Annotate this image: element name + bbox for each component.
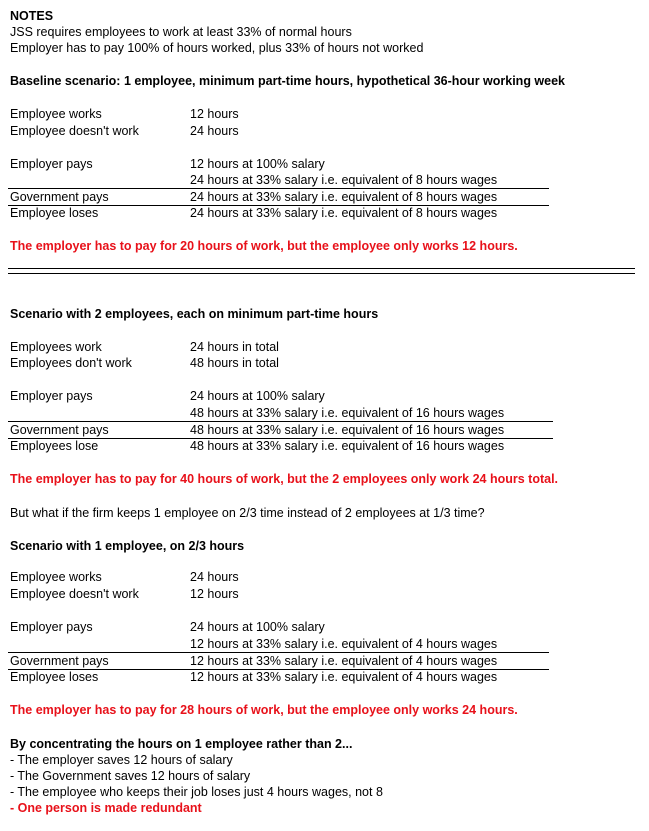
s2-loses-value: 48 hours at 33% salary i.e. equivalent of 16 hours wages bbox=[190, 439, 505, 453]
s3-works-label: Employee works bbox=[10, 570, 102, 584]
s3-conclusion: The employer has to pay for 28 hours of work, but the employee only works 24 hours. bbox=[10, 703, 518, 717]
s3-pays-value-1: 24 hours at 100% salary bbox=[190, 620, 325, 634]
question-text: But what if the firm keeps 1 employee on 2/3 time instead of 2 employees at 1/3 time? bbox=[10, 506, 485, 520]
s3-gov-label: Government pays bbox=[10, 654, 109, 668]
s3-pays-value-2: 12 hours at 33% salary i.e. equivalent of 4 hours wages bbox=[190, 637, 498, 651]
s1-gov-label: Government pays bbox=[10, 190, 109, 204]
s3-notwork-label: Employee doesn't work bbox=[10, 587, 139, 601]
s2-notwork-value: 48 hours in total bbox=[190, 356, 279, 370]
s3-loses-label: Employee loses bbox=[10, 670, 99, 684]
summary-point-1: - The employer saves 12 hours of salary bbox=[10, 753, 233, 767]
s2-works-value: 24 hours in total bbox=[190, 340, 279, 354]
s3-loses-value: 12 hours at 33% salary i.e. equivalent of 4 hours wages bbox=[190, 670, 498, 684]
s1-pays-value-2: 24 hours at 33% salary i.e. equivalent of 8 hours wages bbox=[190, 173, 498, 187]
s2-gov-label: Government pays bbox=[10, 423, 109, 437]
s3-gov-value: 12 hours at 33% salary i.e. equivalent of 4 hours wages bbox=[190, 654, 498, 668]
s1-pays-label: Employer pays bbox=[10, 157, 93, 171]
section-divider bbox=[8, 268, 635, 274]
scenario-1-title: Baseline scenario: 1 employee, minimum part-time hours, hypothetical 36-hour working week bbox=[10, 74, 566, 88]
s2-loses-label: Employees lose bbox=[10, 439, 99, 453]
notes-line-1: JSS requires employees to work at least 33% of normal hours bbox=[10, 25, 352, 39]
notes-heading: NOTES bbox=[10, 9, 54, 23]
s2-pays-label: Employer pays bbox=[10, 389, 93, 403]
s1-conclusion: The employer has to pay for 20 hours of work, but the employee only works 12 hours. bbox=[10, 239, 518, 253]
scenario-2-title: Scenario with 2 employees, each on minimum part-time hours bbox=[10, 307, 379, 321]
s1-pays-value-1: 12 hours at 100% salary bbox=[190, 157, 325, 171]
s2-pays-value-2: 48 hours at 33% salary i.e. equivalent of 16 hours wages bbox=[190, 406, 505, 420]
s2-pays-value-1: 24 hours at 100% salary bbox=[190, 389, 325, 403]
s3-pays-label: Employer pays bbox=[10, 620, 93, 634]
s2-conclusion: The employer has to pay for 40 hours of work, but the 2 employees only work 24 hours total. bbox=[10, 472, 559, 486]
s1-works-value: 12 hours bbox=[190, 107, 239, 121]
s1-works-label: Employee works bbox=[10, 107, 102, 121]
s1-notwork-value: 24 hours bbox=[190, 124, 239, 138]
s2-works-label: Employees work bbox=[10, 340, 102, 354]
summary-point-4: - One person is made redundant bbox=[10, 801, 202, 815]
s2-gov-value: 48 hours at 33% salary i.e. equivalent of 16 hours wages bbox=[190, 423, 505, 437]
s1-gov-value: 24 hours at 33% salary i.e. equivalent of 8 hours wages bbox=[190, 190, 498, 204]
summary-point-2: - The Government saves 12 hours of salary bbox=[10, 769, 251, 783]
s3-notwork-value: 12 hours bbox=[190, 587, 239, 601]
notes-line-2: Employer has to pay 100% of hours worked, plus 33% of hours not worked bbox=[10, 41, 424, 55]
summary-point-3: - The employee who keeps their job loses just 4 hours wages, not 8 bbox=[10, 785, 383, 799]
s1-loses-label: Employee loses bbox=[10, 206, 99, 220]
summary-heading: By concentrating the hours on 1 employee rather than 2... bbox=[10, 737, 353, 751]
scenario-3-title: Scenario with 1 employee, on 2/3 hours bbox=[10, 539, 245, 553]
s3-works-value: 24 hours bbox=[190, 570, 239, 584]
s1-loses-value: 24 hours at 33% salary i.e. equivalent of 8 hours wages bbox=[190, 206, 498, 220]
s1-notwork-label: Employee doesn't work bbox=[10, 124, 139, 138]
s2-notwork-label: Employees don't work bbox=[10, 356, 132, 370]
